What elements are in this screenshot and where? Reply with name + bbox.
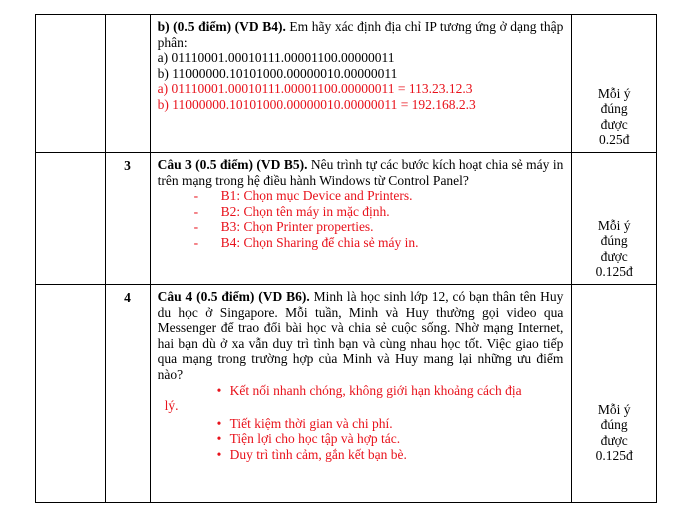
given-a: a) 01110001.00010111.00001100.00000011 — [157, 50, 395, 66]
question-text — [158, 289, 564, 383]
question-heading: Câu 3 (0.5 điểm) (VD B5). — [157, 157, 308, 172]
list-item: • Tiết kiệm thời gian và chi phí. — [217, 416, 564, 432]
question-number — [106, 15, 150, 20]
question-content-cell — [150, 153, 572, 285]
score-line-3: được — [600, 248, 628, 264]
table-row — [36, 285, 657, 503]
question-prompt: Nêu trình tự các bước kích hoạt chia sẻ máy in trên mạng trong hệ điều hành Windows từ Control Panel? — [157, 157, 564, 188]
list-item: • Duy trì tình cảm, gắn kết bạn bè. — [217, 447, 564, 463]
list-item: - B4: Chọn Sharing để chia sẻ máy in. — [194, 235, 564, 251]
score-line-1: Mỗi ý — [597, 217, 631, 233]
question-number-cell — [105, 15, 150, 153]
table-row — [36, 15, 657, 153]
answer-a: a) 01110001.00010111.00001100.00000011 = 113.23.12.3 — [157, 81, 473, 97]
empty-cell — [36, 15, 106, 153]
question-content-cell — [150, 15, 572, 153]
score-line-4: 0.125đ — [595, 264, 633, 280]
score-cell — [572, 153, 657, 285]
answer-b: b) 11000000.10101000.00000010.00000011 = 192.168.2.3 — [157, 96, 476, 112]
score-line-1: Mỗi ý — [597, 401, 631, 417]
question-text — [158, 157, 564, 188]
empty-cell — [36, 285, 106, 503]
list-item — [164, 382, 564, 414]
score-line-3: được — [600, 116, 628, 132]
score-line-4: 0.125đ — [595, 448, 633, 464]
question-prompt: Em hãy xác định địa chỉ IP tương ứng ở dạng thập phân: — [157, 19, 564, 50]
question-number-cell — [105, 153, 150, 285]
question-heading: Câu 4 (0.5 điểm) (VD B6). — [157, 289, 310, 304]
question-number: 4 — [124, 290, 131, 305]
question-prompt: Minh là học sinh lớp 12, có bạn thân tên Huy du học ở Singapore. Mỗi tuần, Minh và Huy thường gọi video qua Messenger để trao đổi bài học và chia sẻ cuộc sống. Nhờ mạng Internet, hai bạn dù ở xa vẫn duy trì tình bạn và cùng nhau học tốt. Việc giao tiếp qua mạng trong trường hợp của Minh và Huy mang lại những ưu điểm nào? — [157, 289, 564, 382]
answer-list — [158, 188, 564, 250]
score-line-4: 0.25đ — [598, 132, 630, 148]
answer-list — [158, 383, 564, 463]
list-item: - B2: Chọn tên máy in mặc định. — [194, 204, 564, 220]
score-line-3: được — [600, 432, 628, 448]
table-row — [36, 153, 657, 285]
score-line-1: Mỗi ý — [597, 85, 631, 101]
question-heading: b) (0.5 điểm) (VD B4). — [157, 19, 286, 34]
score-line-2: đúng — [600, 101, 628, 117]
given-b: b) 11000000.10101000.00000010.00000011 — [157, 65, 398, 81]
score-line-2: đúng — [600, 233, 628, 249]
list-item-continuation: lý. — [164, 398, 179, 414]
question-number-cell — [105, 285, 150, 503]
answer-key-table — [35, 14, 657, 503]
list-item: • Tiện lợi cho học tập và hợp tác. — [217, 431, 564, 447]
list-item: - B1: Chọn mục Device and Printers. — [194, 188, 564, 204]
empty-cell — [36, 153, 106, 285]
score-cell — [572, 15, 657, 153]
list-item: - B3: Chọn Printer properties. — [194, 219, 564, 235]
score-line-2: đúng — [600, 417, 628, 433]
list-item-text: • Kết nối nhanh chóng, không giới hạn khoảng cách địa — [229, 382, 522, 398]
question-text — [158, 19, 564, 50]
question-number: 3 — [124, 158, 131, 173]
question-content-cell — [150, 285, 572, 503]
score-cell — [572, 285, 657, 503]
